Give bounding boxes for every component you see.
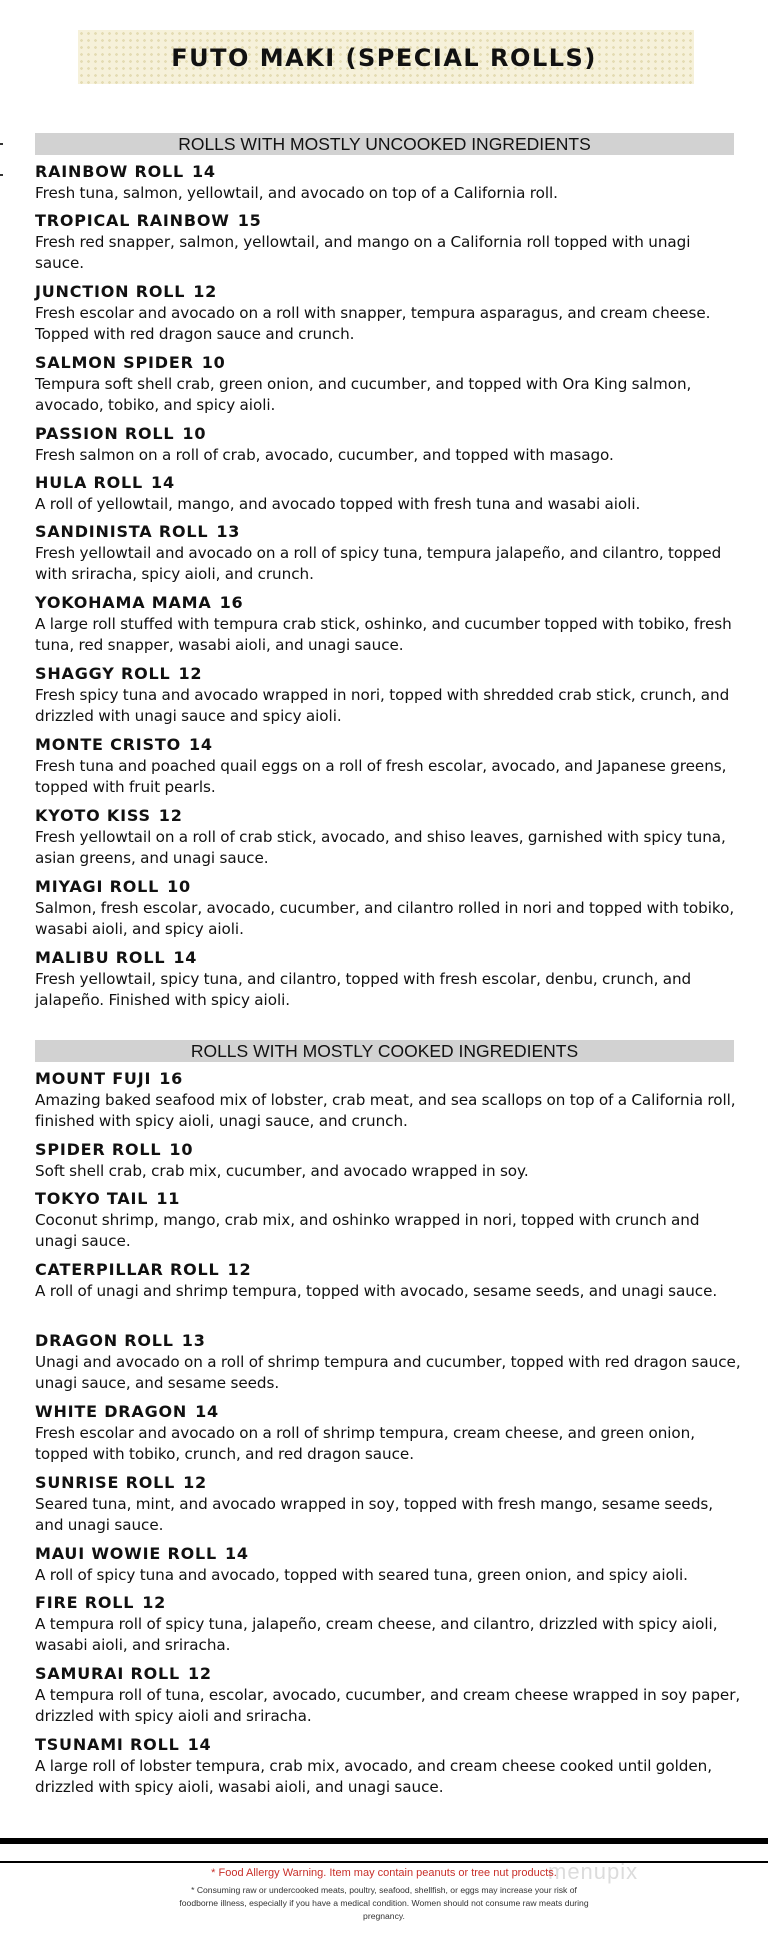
- item-name-line: [35, 352, 741, 374]
- menu-item: [35, 1330, 741, 1401]
- item-name-line: [35, 423, 741, 445]
- item-name: TSUNAMI ROLL: [35, 1735, 180, 1754]
- item-price: 16: [159, 1069, 184, 1088]
- item-name-line: [35, 281, 741, 303]
- item-name: KYOTO KISS: [35, 806, 151, 825]
- item-description: Salmon, fresh escolar, avocado, cucumber, and cilantro rolled in nori and topped with tobiko, wasabi aioli, and spicy aioli.: [35, 899, 735, 938]
- item-price: 12: [187, 1664, 212, 1683]
- item-price: 14: [187, 1735, 212, 1754]
- raw-food-disclaimer: * Consuming raw or undercooked meats, poultry, seafood, shellfish, or eggs may increase your risk of foodborne illness, especially if you have a medical condition. Women should not consume raw meats during pregnancy.: [179, 1885, 589, 1921]
- item-name-line: [35, 663, 741, 685]
- item-name: MONTE CRISTO: [35, 735, 181, 754]
- item-description: Amazing baked seafood mix of lobster, crab meat, and sea scallops on top of a California roll, finished with spicy aioli, unagi sauce, and crunch.: [35, 1091, 736, 1130]
- item-name: MALIBU ROLL: [35, 948, 166, 967]
- item-name: SUNRISE ROLL: [35, 1473, 176, 1492]
- item-name-line: [35, 947, 741, 969]
- item-description: Fresh tuna and poached quail eggs on a roll of fresh escolar, avocado, and Japanese greens, topped with fruit pearls.: [35, 757, 727, 796]
- item-name: SANDINISTA ROLL: [35, 522, 209, 541]
- item-name-line: [35, 805, 741, 827]
- footer-divider-thin: [0, 1861, 768, 1863]
- menu-item: [35, 592, 741, 663]
- item-name-line: [35, 210, 741, 232]
- item-name-line: [35, 734, 741, 756]
- item-name-line: [35, 1663, 741, 1685]
- item-name: SAMURAI ROLL: [35, 1664, 180, 1683]
- item-name: HULA ROLL: [35, 473, 144, 492]
- item-price: 14: [151, 473, 175, 492]
- item-name: SHAGGY ROLL: [35, 664, 171, 683]
- item-description: Fresh yellowtail, spicy tuna, and cilantro, topped with fresh escolar, denbu, crunch, and jalapeño. Finished with spicy aioli.: [35, 970, 692, 1009]
- menu-item: [35, 423, 741, 472]
- menu-item: [35, 352, 741, 423]
- section-heading-uncooked: ROLLS WITH MOSTLY UNCOOKED INGREDIENTS: [35, 133, 734, 155]
- item-price: 10: [182, 424, 207, 443]
- item-price: 16: [219, 593, 244, 612]
- item-description: Tempura soft shell crab, green onion, and cucumber, and topped with Ora King salmon, avocado, tobiko, and spicy aioli.: [35, 375, 692, 414]
- item-name: SPIDER ROLL: [35, 1140, 162, 1159]
- menu-item: [35, 1543, 741, 1592]
- menu-item: [35, 1663, 741, 1734]
- item-name-line: [35, 1330, 741, 1352]
- item-name: TROPICAL RAINBOW: [35, 211, 230, 230]
- item-name: WHITE DRAGON: [35, 1402, 188, 1421]
- item-description: A roll of spicy tuna and avocado, topped with seared tuna, green onion, and spicy aioli.: [35, 1566, 688, 1584]
- item-description: Fresh spicy tuna and avocado wrapped in nori, topped with shredded crab stick, crunch, and drizzled with unagi sauce and spicy aioli.: [35, 686, 730, 725]
- item-name: MIYAGI ROLL: [35, 877, 160, 896]
- menu-item: [35, 161, 741, 210]
- item-name-line: [35, 1734, 741, 1756]
- item-name: SALMON SPIDER: [35, 353, 194, 372]
- item-price: 12: [158, 806, 183, 825]
- item-description: Fresh red snapper, salmon, yellowtail, and mango on a California roll topped with unagi sauce.: [35, 233, 691, 272]
- item-name: MOUNT FUJI: [35, 1069, 152, 1088]
- menu-item: [35, 1592, 741, 1663]
- edge-mark: [0, 174, 3, 176]
- item-name: PASSION ROLL: [35, 424, 175, 443]
- item-name-line: [35, 876, 741, 898]
- item-description: Unagi and avocado on a roll of shrimp tempura and cucumber, topped with red dragon sauce, unagi sauce, and sesame seeds.: [35, 1353, 741, 1392]
- item-name-line: [35, 592, 741, 614]
- item-price: 10: [201, 353, 226, 372]
- item-description: A large roll stuffed with tempura crab stick, oshinko, and cucumber topped with tobiko, fresh tuna, red snapper, wasabi aioli, and unagi sauce.: [35, 615, 732, 654]
- item-name-line: [35, 521, 741, 543]
- menu-item: [35, 1734, 741, 1805]
- menu-item: [35, 947, 741, 1018]
- item-description: Fresh tuna, salmon, yellowtail, and avocado on top of a California roll.: [35, 184, 558, 202]
- menu-item: [35, 663, 741, 734]
- menu-item: [35, 734, 741, 805]
- item-price: 14: [188, 735, 213, 754]
- item-name-line: [35, 161, 741, 183]
- item-description: Coconut shrimp, mango, crab mix, and oshinko wrapped in nori, topped with crunch and unagi sauce.: [35, 1211, 700, 1250]
- item-description: A roll of yellowtail, mango, and avocado topped with fresh tuna and wasabi aioli.: [35, 495, 641, 513]
- cooked-roll-list: [35, 1068, 741, 1805]
- menu-item: [35, 281, 741, 352]
- item-name: FIRE ROLL: [35, 1593, 135, 1612]
- item-name-line: [35, 1401, 741, 1423]
- item-description: Fresh yellowtail on a roll of crab stick, avocado, and shiso leaves, garnished with spicy tuna, asian greens, and unagi sauce.: [35, 828, 726, 867]
- item-name-line: [35, 1592, 741, 1614]
- item-name-line: [35, 1543, 741, 1565]
- item-name: TOKYO TAIL: [35, 1189, 149, 1208]
- item-name: DRAGON ROLL: [35, 1331, 174, 1350]
- item-price: 10: [169, 1140, 194, 1159]
- menu-item: [35, 1068, 741, 1139]
- item-price: 12: [193, 282, 218, 301]
- item-name-line: [35, 1188, 741, 1210]
- item-name-line: [35, 1472, 741, 1494]
- page-title: FUTO MAKI (SPECIAL ROLLS): [171, 44, 597, 72]
- item-name-line: [35, 1259, 741, 1281]
- item-name: CATERPILLAR ROLL: [35, 1260, 220, 1279]
- menu-item: [35, 472, 741, 521]
- item-description: A roll of unagi and shrimp tempura, topped with avocado, sesame seeds, and unagi sauce.: [35, 1282, 718, 1300]
- item-price: 12: [227, 1260, 252, 1279]
- edge-mark: [0, 143, 3, 145]
- menu-item: [35, 521, 741, 592]
- menu-item: [35, 1139, 741, 1188]
- menu-item: [35, 1188, 741, 1259]
- item-price: 14: [225, 1544, 249, 1563]
- item-name: JUNCTION ROLL: [35, 282, 186, 301]
- item-description: Seared tuna, mint, and avocado wrapped in soy, topped with fresh mango, sesame seeds, and unagi sauce.: [35, 1495, 714, 1534]
- item-price: 14: [191, 162, 216, 181]
- item-description: Soft shell crab, crab mix, cucumber, and avocado wrapped in soy.: [35, 1162, 529, 1180]
- item-price: 12: [183, 1473, 207, 1492]
- watermark-logo: menupix: [548, 1859, 639, 1884]
- item-description: A large roll of lobster tempura, crab mix, avocado, and cream cheese cooked until golden, drizzled with spicy aioli, wasabi aioli, and unagi sauce.: [35, 1757, 713, 1796]
- section-heading-cooked: ROLLS WITH MOSTLY COOKED INGREDIENTS: [35, 1040, 734, 1062]
- item-price: 13: [181, 1331, 206, 1350]
- item-name-line: [35, 1139, 741, 1161]
- item-description: Fresh escolar and avocado on a roll of shrimp tempura, cream cheese, and green onion, topped with tobiko, crunch, and red dragon sauce.: [35, 1424, 696, 1463]
- item-name: MAUI WOWIE ROLL: [35, 1544, 217, 1563]
- uncooked-roll-list: [35, 161, 741, 1018]
- item-description: A tempura roll of spicy tuna, jalapeño, cream cheese, and cilantro, drizzled with spicy aioli, wasabi aioli, and sriracha.: [35, 1615, 718, 1654]
- menu-item: [35, 1259, 741, 1330]
- allergy-warning: * Food Allergy Warning. Item may contain peanuts or tree nut products.: [211, 1867, 557, 1879]
- item-price: 12: [178, 664, 203, 683]
- menu-item: [35, 876, 741, 947]
- item-price: 11: [156, 1189, 181, 1208]
- menu-item: [35, 1401, 741, 1472]
- item-name: RAINBOW ROLL: [35, 162, 184, 181]
- item-price: 12: [142, 1593, 167, 1612]
- menu-item: [35, 1472, 741, 1543]
- item-description: Fresh escolar and avocado on a roll with snapper, tempura asparagus, and cream cheese. Topped with red dragon sauce and crunch.: [35, 304, 711, 343]
- item-price: 13: [216, 522, 241, 541]
- footer-divider-thick: [0, 1838, 768, 1844]
- item-price: 14: [195, 1402, 219, 1421]
- item-name-line: [35, 1068, 741, 1090]
- item-price: 15: [237, 211, 262, 230]
- item-name-line: [35, 472, 741, 494]
- menu-item: [35, 210, 741, 281]
- item-description: Fresh yellowtail and avocado on a roll of spicy tuna, tempura jalapeño, and cilantro, topped with sriracha, spicy aioli, and crunch.: [35, 544, 722, 583]
- item-price: 10: [167, 877, 191, 896]
- item-name: YOKOHAMA MAMA: [35, 593, 212, 612]
- menu-item: [35, 805, 741, 876]
- item-description: A tempura roll of tuna, escolar, avocado, cucumber, and cream cheese wrapped in soy paper, drizzled with spicy aioli and sriracha.: [35, 1686, 741, 1725]
- item-price: 14: [173, 948, 198, 967]
- item-description: Fresh salmon on a roll of crab, avocado, cucumber, and topped with masago.: [35, 446, 614, 464]
